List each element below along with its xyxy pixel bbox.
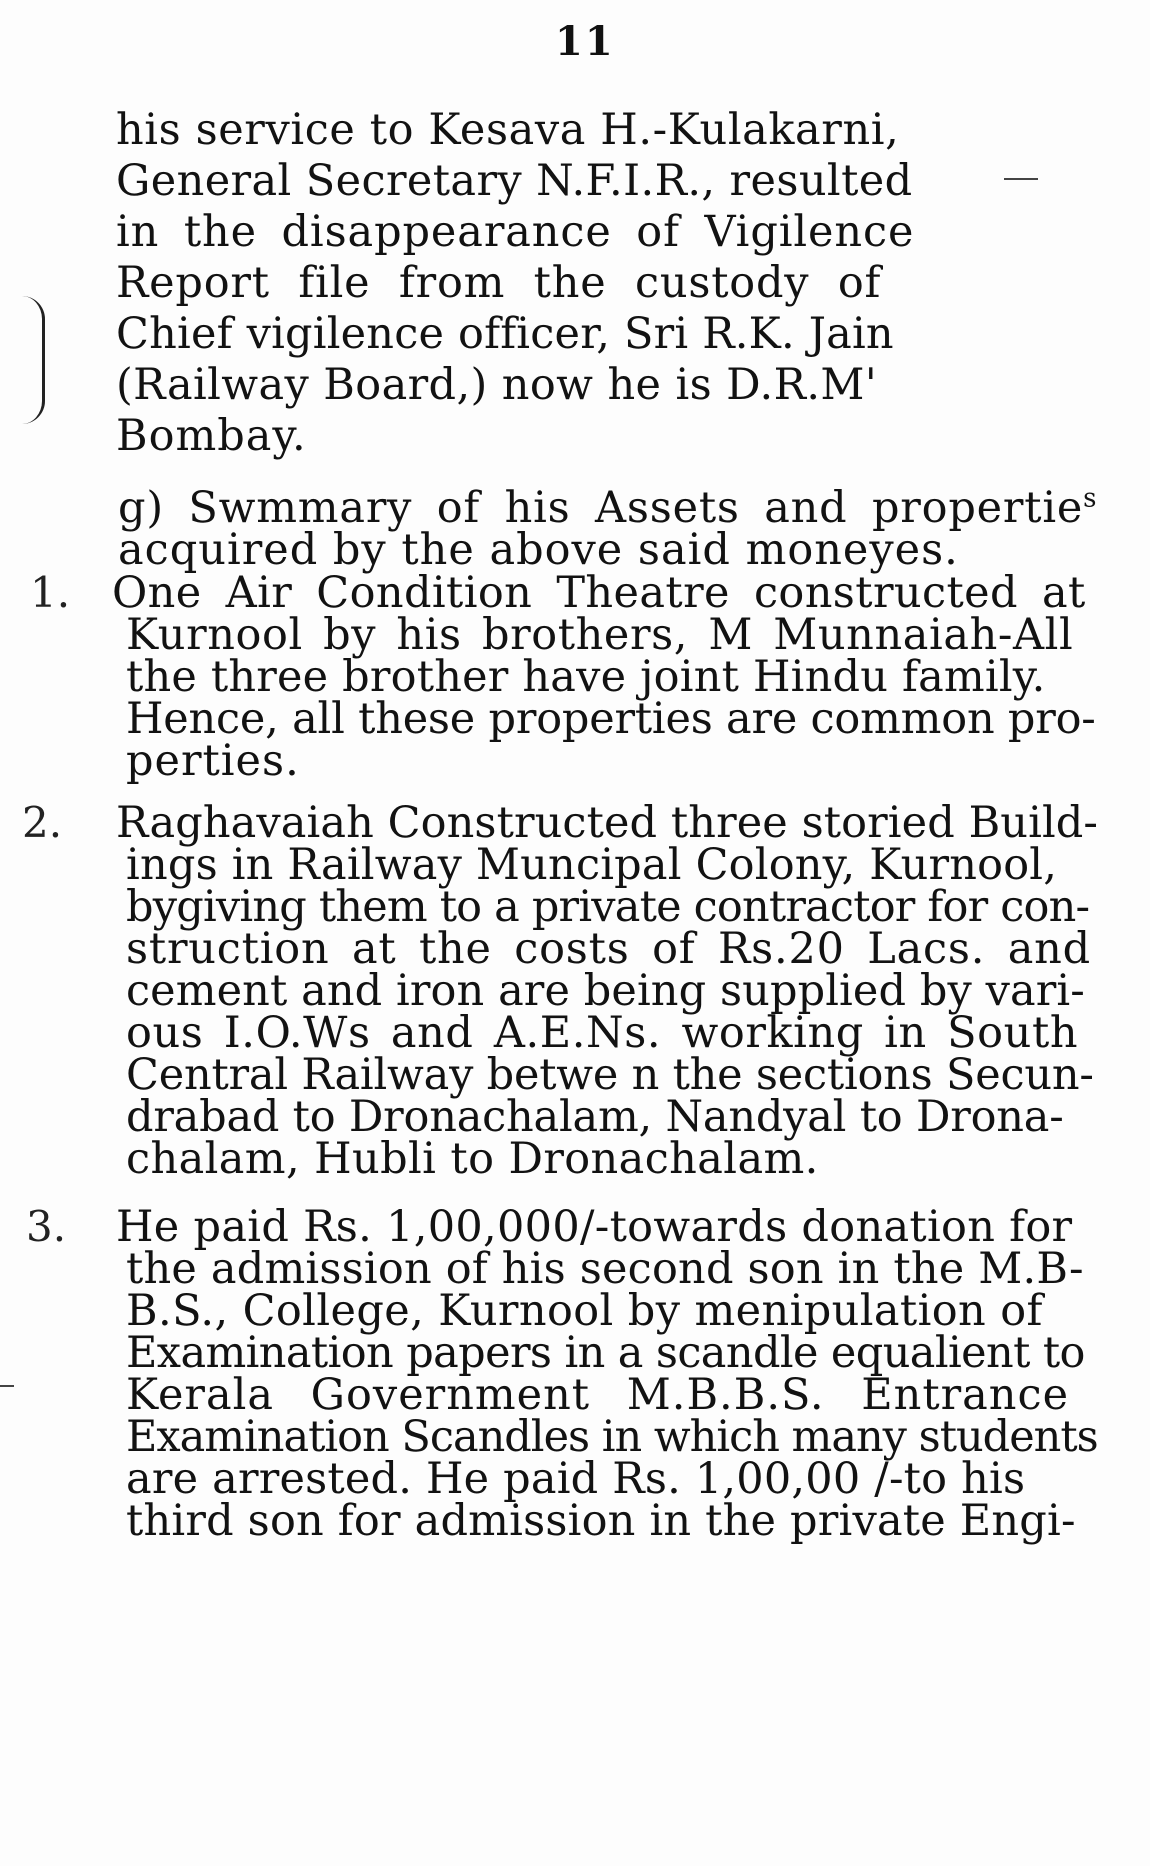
summary-heading-text: g) Swmmary of his Assets and propertie	[118, 483, 1084, 533]
item-number: 1.	[30, 568, 71, 617]
text-line: Bombay.	[116, 411, 307, 461]
text-line: (Railway Board,) now he is D.R.M'	[116, 360, 878, 410]
text-line: General Secretary N.F.I.R., resulted	[116, 156, 913, 206]
text-line: are arrested. He paid Rs. 1,00,00 /-to his	[126, 1454, 1026, 1504]
item-number: 2.	[22, 798, 63, 847]
text-line: B.S., College, Kurnool by menipulation of	[126, 1286, 1043, 1336]
text-line: Report file from the custody of	[116, 258, 882, 308]
text-line: struction at the costs of Rs.20 Lacs. and	[126, 924, 1091, 974]
text-line: cement and iron are being supplied by vari-	[126, 966, 1085, 1016]
margin-bracket-mark	[22, 296, 45, 424]
text-line: in the disappearance of Vigilence	[116, 207, 915, 257]
text-line: bygiving them to a private contractor for con-	[126, 882, 1090, 932]
text-line: the three brother have joint Hindu family.	[126, 652, 1046, 702]
text-line: Raghavaiah Constructed three storied Build-	[116, 798, 1099, 848]
text-line: chalam, Hubli to Dronachalam.	[126, 1134, 819, 1184]
text-line: perties.	[126, 736, 300, 786]
text-line: One Air Condition Theatre constructed at	[112, 568, 1086, 618]
text-line: Examination Scandles in which many students	[126, 1412, 1098, 1462]
text-line: ings in Railway Muncipal Colony, Kurnool,	[126, 840, 1058, 890]
item-number: 3.	[26, 1202, 67, 1251]
margin-dash-mark	[1004, 178, 1038, 180]
text-line: Kurnool by his brothers, M Munnaiah-All	[126, 610, 1074, 660]
margin-dash-mark	[0, 1385, 14, 1387]
text-line: drabad to Dronachalam, Nandyal to Drona-	[126, 1092, 1064, 1142]
text-line: Chief vigilence officer, Sri R.K. Jain	[116, 309, 894, 359]
text-line: third son for admission in the private Engi-	[126, 1496, 1076, 1546]
text-line: He paid Rs. 1,00,000/-towards donation for	[116, 1202, 1073, 1252]
superscript-s: s	[1083, 483, 1098, 514]
text-line: Hence, all these properties are common pro-	[126, 694, 1096, 744]
page-number: 11	[555, 18, 615, 65]
text-line: his service to Kesava H.-Kulakarni,	[116, 105, 900, 155]
text-line: acquired by the above said moneyes.	[118, 525, 959, 575]
text-line: Kerala Government M.B.B.S. Entrance	[126, 1370, 1070, 1420]
text-line: the admission of his second son in the M.B-	[126, 1244, 1084, 1294]
text-line: Examination papers in a scandle equalient to	[126, 1328, 1085, 1378]
text-line: ous I.O.Ws and A.E.Ns. working in South	[126, 1008, 1079, 1058]
text-line: Central Railway betwe n the sections Secun-	[126, 1050, 1094, 1100]
